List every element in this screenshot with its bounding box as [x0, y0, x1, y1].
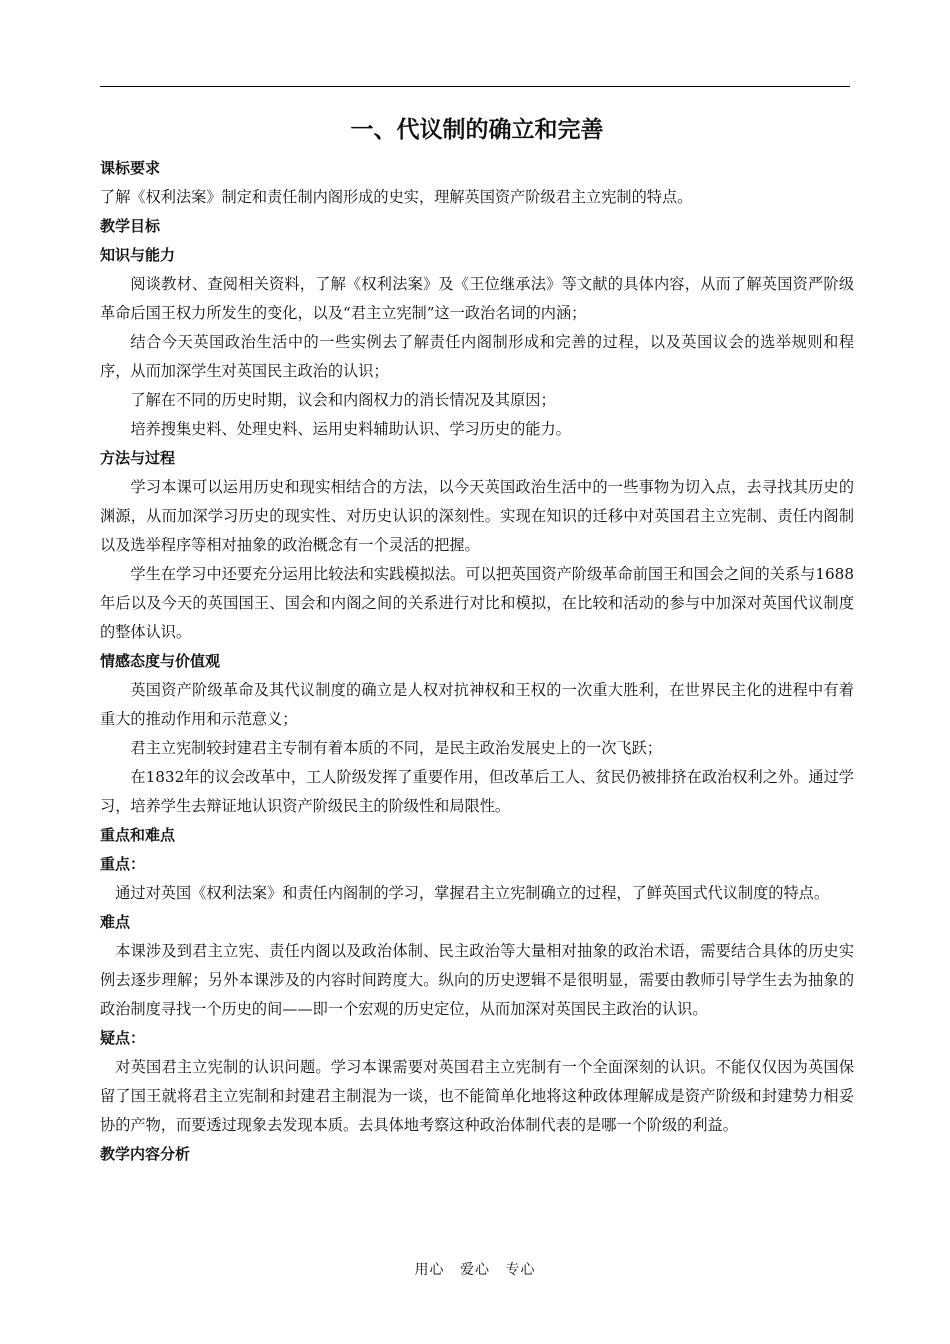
- section-heading-goals: 教学目标: [100, 217, 161, 235]
- subheading-values: 情感态度与价值观: [100, 652, 221, 670]
- paragraph: 在1832年的议会改革中，工人阶级发挥了重要作用，但改革后工人、贫民仍被排挤在政治权利之外。通过学习，培养学生去辩证地认识资产阶级民主的阶级性和局限性。: [100, 768, 854, 815]
- paragraph: 了解在不同的历史时期，议会和内阁权力的消长情况及其原因；: [130, 391, 556, 409]
- document-body: [100, 112, 854, 1169]
- paragraph: 本课涉及到君主立宪、责任内阁以及政治体制、民主政治等大量相对抽象的政治术语，需要结合具体的历史实例去逐步理解；另外本课涉及的内容时间跨度大。纵向的历史逻辑不是很明显，需要由教师引导学生去为抽象的政治制度寻找一个历史的间——即一个宏观的历史定位，从而加深对英国民主政治的认识。: [100, 942, 854, 1018]
- subheading-method: 方法与过程: [100, 449, 176, 467]
- subheading-knowledge: 知识与能力: [100, 246, 176, 264]
- label-key-point: 重点：: [100, 855, 146, 873]
- paragraph: 学习本课可以运用历史和现实相结合的方法，以今天英国政治生活中的一些事物为切入点，去寻找其历史的渊源，从而加深学习历史的现实性、对历史认识的深刻性。实现在知识的迁移中对英国君主立宪制、责任内阁制以及选举程序等相对抽象的政治概念有一个灵活的把握。: [100, 478, 854, 554]
- section-heading-content-analysis: 教学内容分析: [100, 1145, 191, 1163]
- paragraph: 结合今天英国政治生活中的一些实例去了解责任内阁制形成和完善的过程，以及英国议会的选举规则和程序，从而加深学生对英国民主政治的认识；: [100, 333, 854, 380]
- page-title: 一、代议制的确立和完善: [350, 117, 604, 143]
- paragraph: 阅谈教材、查阅相关资料，了解《权利法案》及《王位继承法》等文献的具体内容，从而了解英国资严阶级革命后国王权力所发生的变化，以及“君主立宪制”这一政治名词的内涵；: [100, 275, 854, 322]
- paragraph: 学生在学习中还要充分运用比较法和实践模拟法。可以把英国资产阶级革命前国王和国会之间的关系与1688年后以及今天的英国国王、国会和内阁之间的关系进行对比和模拟，在比较和活动的参与中加深对英国代议制度的整体认识。: [100, 565, 854, 641]
- paragraph: 君主立宪制较封建君主专制有着本质的不同，是民主政治发展史上的一次飞跃；: [130, 739, 662, 757]
- label-difficulty: 难点: [100, 913, 131, 931]
- page-footer: 用心 爱心 专心: [414, 1262, 536, 1278]
- paragraph: 通过对英国《权利法案》和责任内阁制的学习，掌握君主立宪制确立的过程，了鲜英国式代议制度的特点。: [115, 884, 829, 902]
- paragraph: 对英国君主立宪制的认识问题。学习本课需要对英国君主立宪制有一个全面深刻的认识。不能仅仅因为英国保留了国王就将君主立宪制和封建君主制混为一谈，也不能简单化地将这种政体理解成是资产阶级和封建势力相妥协的产物，而要透过现象去发现本质。去具体地考察这种政治体制代表的是哪一个阶级的利益。: [100, 1058, 854, 1134]
- paragraph: 英国资产阶级革命及其代议制度的确立是人权对抗神权和王权的一次重大胜利，在世界民主化的进程中有着重大的推动作用和示范意义；: [100, 681, 854, 728]
- paragraph: 了解《权利法案》制定和责任制内阁形成的史实，理解英国资产阶级君主立宪制的特点。: [100, 188, 693, 206]
- paragraph: 培养搜集史料、处理史料、运用史料辅助认识、学习历史的能力。: [130, 420, 571, 438]
- header-rule: [100, 86, 850, 87]
- section-heading-key-points: 重点和难点: [100, 826, 176, 844]
- section-heading-curriculum: 课标要求: [100, 159, 161, 177]
- label-doubt: 疑点：: [100, 1029, 146, 1047]
